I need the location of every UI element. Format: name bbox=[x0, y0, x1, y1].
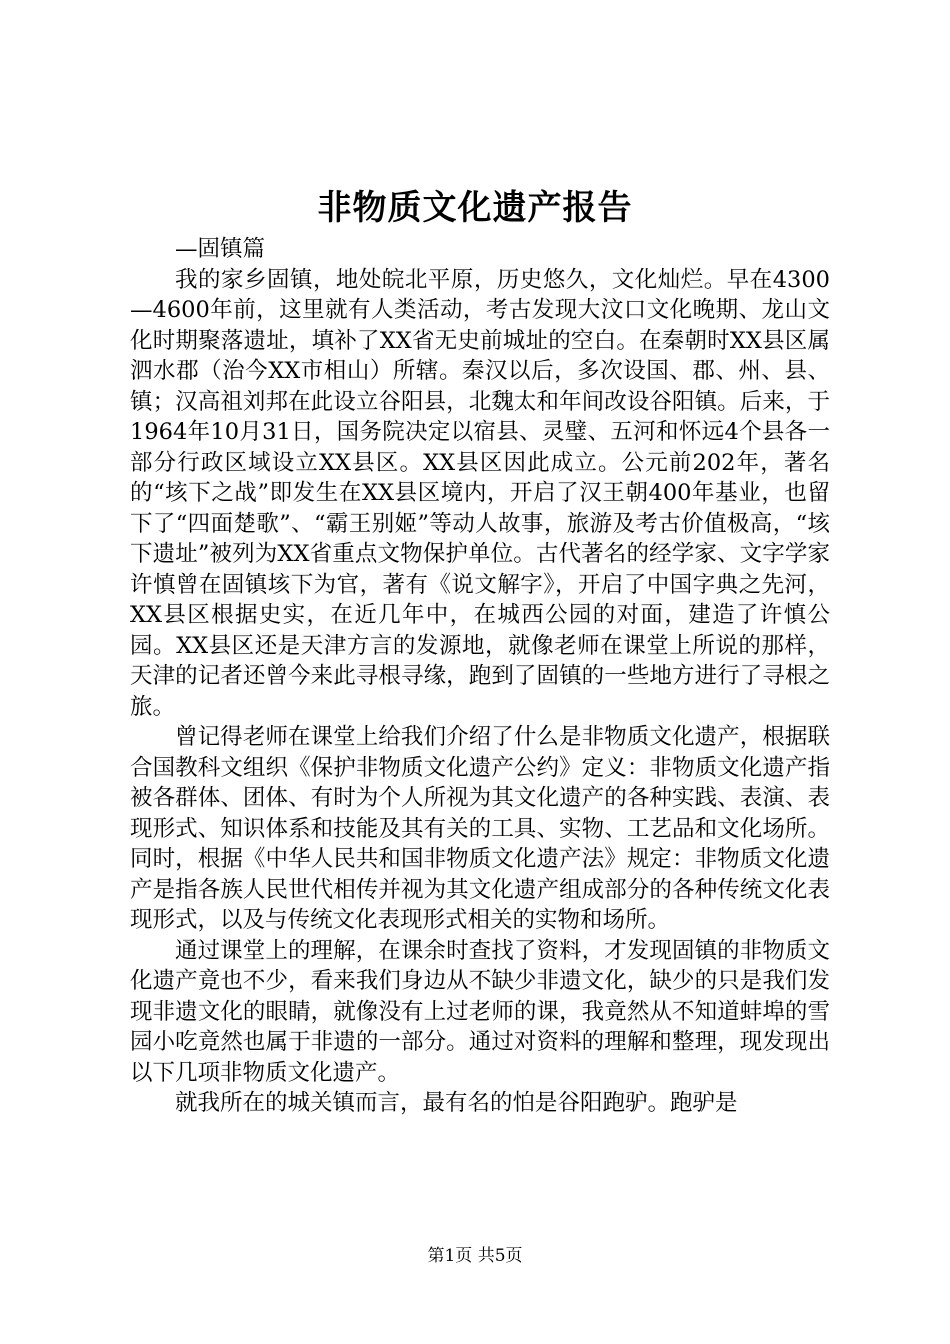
document-title: 非物质文化遗产报告 bbox=[317, 188, 633, 228]
document-body bbox=[130, 234, 830, 1119]
paragraph-history: 我的家乡固镇，地处皖北平原，历史悠久，文化灿烂。早在4300—4600年前，这里就有人类活动，考古发现大汶口文化晚期、龙山文化时期聚落遗址，填补了XX省无史前城址的空白。在秦朝时XX县区属泗水郡（治今XX市相山）所辖。秦汉以后，多次设国、郡、州、县、镇；汉高祖刘邦在此设立谷阳县，北魏太和年间改设谷阳镇。后来，于1964年10月31日，国务院决定以宿县、灵璧、五河和怀远4个县各一部分行政区域设立XX县区。XX县区因此成立。公元前202年，著名的“垓下之战”即发生在XX县区境内，开启了汉王朝400年基业，也留下了“四面楚歌”、“霸王别姬”等动人故事，旅游及考古价值极高，“垓下遗址”被列为XX省重点文物保护单位。古代著名的经学家、文字学家许慎曾在固镇垓下为官，著有《说文解字》，开启了中国字典之先河，XX县区根据史实，在近几年中，在城西公园的对面，建造了许慎公园。XX县区还是天津方言的发源地，就像老师在课堂上所说的那样，天津的记者还曾今来此寻根寻缘，跑到了固镇的一些地方进行了寻根之旅。 bbox=[130, 266, 830, 720]
paragraph-paolv: 就我所在的城关镇而言，最有名的怕是谷阳跑驴。跑驴是 bbox=[175, 1090, 738, 1116]
paragraph-discovery: 通过课堂上的理解，在课余时查找了资料，才发现固镇的非物质文化遗产竟也不少，看来我们身边从不缺少非遗文化，缺少的只是我们发现非遗文化的眼睛，就像没有上过老师的课，我竟然从不知道蚌埠的雪园小吃竟然也属于非遗的一部分。通过对资料的理解和整理，现发现出以下几项非物质文化遗产。 bbox=[130, 937, 830, 1086]
page-number: 第1页 共5页 bbox=[427, 1246, 523, 1266]
paragraph-definition: 曾记得老师在课堂上给我们介绍了什么是非物质文化遗产，根据联合国教科文组织《保护非物质文化遗产公约》定义：非物质文化遗产指被各群体、团体、有时为个人所视为其文化遗产的各种实践、表演、表现形式、知识体系和技能及其有关的工具、实物、工艺品和文化场所。同时，根据《中华人民共和国非物质文化遗产法》规定：非物质文化遗产是指各族人民世代相传并视为其文化遗产组成部分的各种传统文化表现形式，以及与传统文化表现形式相关的实物和场所。 bbox=[130, 724, 830, 933]
document-subtitle: —固镇篇 bbox=[175, 236, 266, 262]
